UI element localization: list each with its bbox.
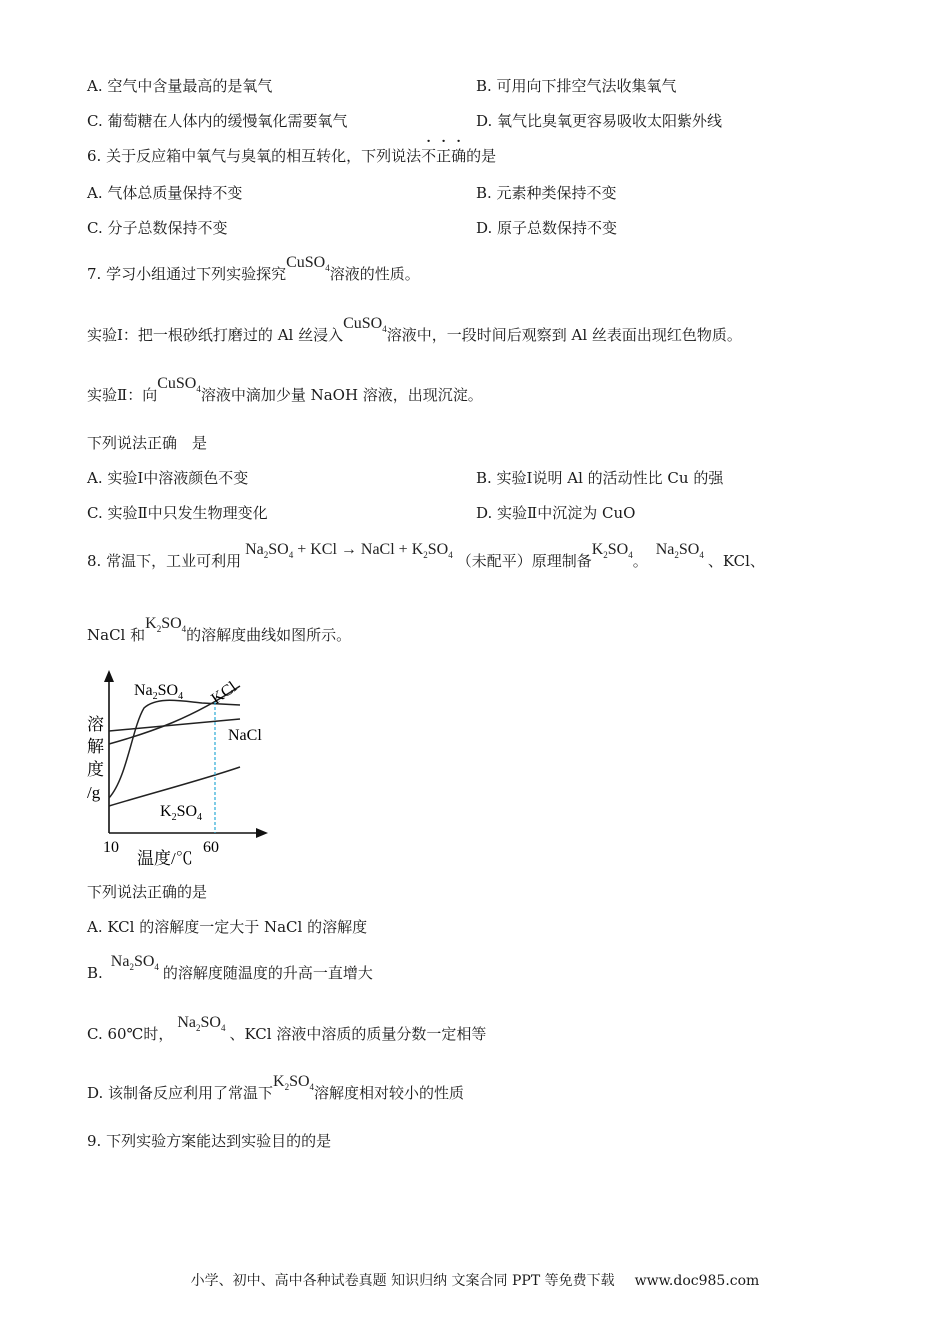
q6-stem xyxy=(87,146,496,166)
q6-emph-2: 正 xyxy=(436,147,452,165)
q5-option-c: C. 葡萄糖在人体内的缓慢氧化需要氧气 xyxy=(87,112,348,130)
q8-prompt: 下列说法正确的是 xyxy=(87,883,208,901)
q8-option-d-post: 溶解度相对较小的性质 xyxy=(314,1084,465,1102)
footer-site-link[interactable]: www.doc985.com xyxy=(634,1273,760,1289)
q7-exp2-pre: 实验Ⅱ：向 xyxy=(87,386,158,404)
q8-option-d-formula: $K_2SO_4$ xyxy=(273,1073,315,1093)
q8-option-b-formula: $Na_2SO_4$ xyxy=(102,953,159,973)
q7-exp1-formula-cuso4: CuSO$_4$ xyxy=(343,315,387,335)
curve-k2so4 xyxy=(109,767,240,806)
q6-option-c: C. 分子总数保持不变 xyxy=(87,219,228,237)
q6-emph-1: 不 xyxy=(421,147,437,165)
q8-formula-k2so4: $K_2SO_4$ xyxy=(591,541,633,561)
q5-option-b: B. 可用向下排空气法收集氧气 xyxy=(476,77,677,95)
y-axis-arrow xyxy=(104,670,114,682)
q6-option-b: B. 元素种类保持不变 xyxy=(476,184,617,202)
q8-stem-pre: 8. 常温下，工业可利用 xyxy=(87,552,242,570)
q7-prompt: 下列说法正确 是 xyxy=(87,434,208,452)
footer-text: 小学、初中、高中各种试卷真题 知识归纳 文案合同 PPT 等免费下载 xyxy=(190,1273,615,1289)
q5-option-d: D. 氧气比臭氧更容易吸收太阳紫外线 xyxy=(476,112,723,130)
q6-option-a: A. 气体总质量保持不变 xyxy=(87,184,243,202)
q7-exp2-post: 溶液中滴加少量 NaOH 溶液，出现沉淀。 xyxy=(200,386,483,404)
x-tick-10: 10 xyxy=(103,839,119,856)
q9-stem: 9. 下列实验方案能达到实验目的的是 xyxy=(87,1132,332,1150)
page-footer xyxy=(0,1270,950,1290)
q8-option-a: A. KCl 的溶解度一定大于 NaCl 的溶解度 xyxy=(87,918,368,936)
q8-option-b xyxy=(87,953,373,989)
q8-option-b-post: 的溶解度随温度的升高一直增大 xyxy=(162,964,373,982)
label-na2so4: $Na_2SO_4$ xyxy=(134,682,184,702)
q7-exp1-pre: 实验Ⅰ：把一根砂纸打磨过的 Al 丝浸入 xyxy=(87,326,344,344)
q7-option-a: A. 实验Ⅰ中溶液颜色不变 xyxy=(87,469,249,487)
q7-stem-post: 溶液的性质。 xyxy=(329,265,420,283)
q7-experiment-2 xyxy=(87,375,483,411)
q6-stem-post: 的是 xyxy=(466,147,497,165)
q7-exp1-post: 溶液中，一段时间后观察到 Al 丝表面出现红色物质。 xyxy=(386,326,742,344)
q8-line2-pre: NaCl 和 xyxy=(87,626,146,644)
q7-formula-cuso4: CuSO$_4$ xyxy=(286,254,330,274)
q5-option-a: A. 空气中含量最高的是氧气 xyxy=(87,77,273,95)
y-label-3: 度 xyxy=(87,760,104,779)
q8-stem-line2 xyxy=(87,615,352,651)
q8-option-d-pre: D. 该制备反应利用了常温下 xyxy=(87,1084,274,1102)
q8-option-c xyxy=(87,1014,487,1050)
x-axis-arrow xyxy=(256,828,268,838)
q7-exp2-formula-cuso4: CuSO$_4$ xyxy=(157,375,201,395)
label-kcl: KCl xyxy=(208,678,240,708)
q8-stem-mid: （未配平）原理制备 xyxy=(456,552,592,570)
solubility-chart xyxy=(82,668,282,868)
q8-option-c-post: 、KCl 溶液中溶质的质量分数一定相等 xyxy=(229,1025,487,1043)
q7-option-c: C. 实验Ⅱ中只发生物理变化 xyxy=(87,504,268,522)
q8-line2-post: 的溶解度曲线如图所示。 xyxy=(186,626,352,644)
q7-option-b: B. 实验Ⅰ说明 Al 的活动性比 Cu 的强 xyxy=(476,469,724,487)
q8-option-b-pre: B. xyxy=(87,964,103,982)
q8-stem xyxy=(87,541,765,577)
q8-option-d xyxy=(87,1073,465,1109)
q8-option-c-formula: $Na_2SO_4$ xyxy=(173,1014,226,1034)
q8-equation: $Na_2SO_4$ + KCl → NaCl + $K_2SO_4$ xyxy=(241,541,453,561)
q8-line2-formula-k2so4: $K_2SO_4$ xyxy=(145,615,187,635)
y-label-4: /g xyxy=(87,783,101,802)
y-label-2: 解 xyxy=(87,737,104,756)
q6-stem-pre: 6. 关于反应箱中氧气与臭氧的相互转化，下列说法 xyxy=(87,147,422,165)
q6-emph-3: 确 xyxy=(451,147,467,165)
q7-option-d: D. 实验Ⅱ中沉淀为 CuO xyxy=(476,504,636,522)
x-axis-label: 温度/℃ xyxy=(137,849,193,868)
q8-stem-post: 、KCl、 xyxy=(707,552,765,570)
curve-nacl xyxy=(109,719,240,731)
y-label-1: 溶 xyxy=(87,715,104,734)
q8-stem-mid2: 。 xyxy=(632,552,648,570)
q7-experiment-1 xyxy=(87,315,742,351)
q7-stem xyxy=(87,254,420,290)
curve-na2so4 xyxy=(109,700,240,798)
x-tick-60: 60 xyxy=(203,839,219,856)
label-nacl: NaCl xyxy=(228,727,262,744)
q8-option-c-pre: C. 60℃时， xyxy=(87,1025,174,1043)
q8-formula-na2so4: $Na_2SO_4$ xyxy=(647,541,704,561)
q7-stem-pre: 7. 学习小组通过下列实验探究 xyxy=(87,265,287,283)
label-k2so4: $K_2SO_4$ xyxy=(160,803,203,823)
q6-option-d: D. 原子总数保持不变 xyxy=(476,219,618,237)
